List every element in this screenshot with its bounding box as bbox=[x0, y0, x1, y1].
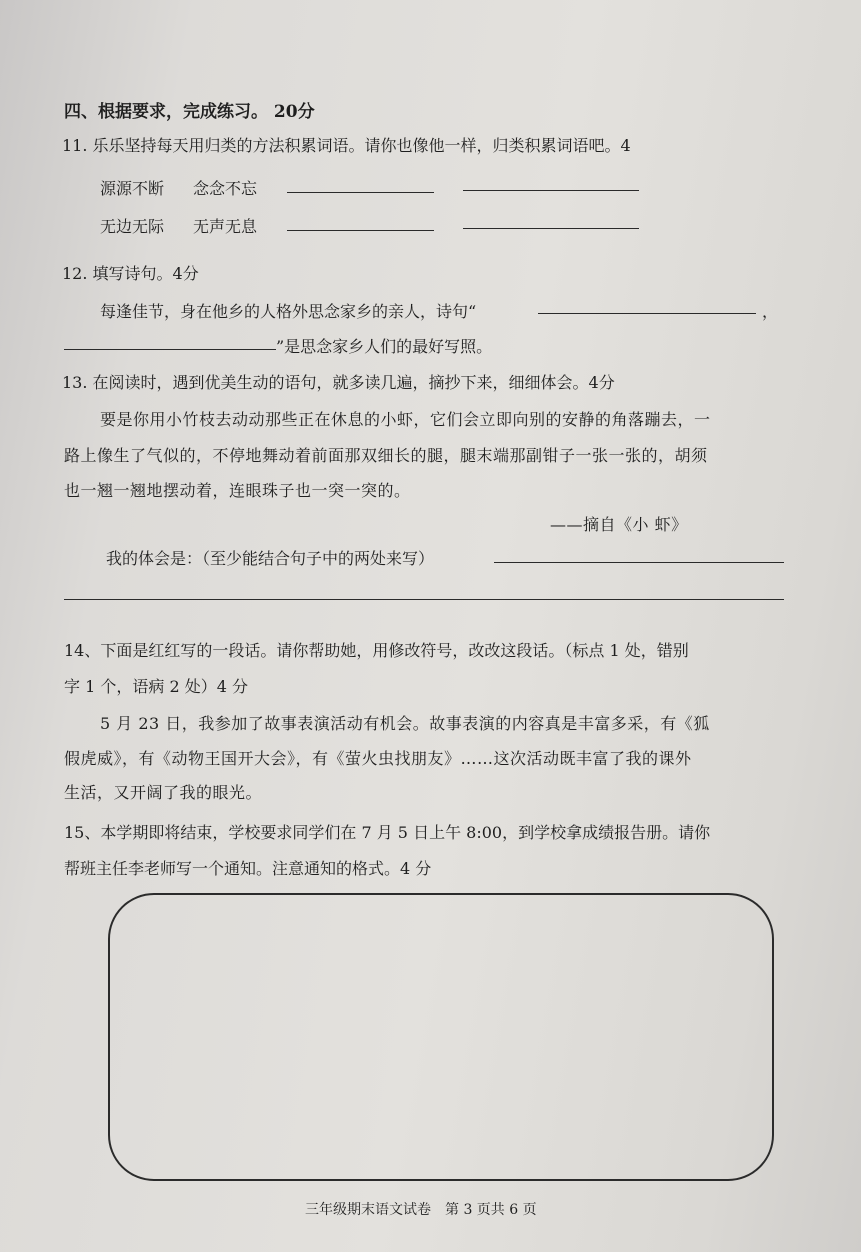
q14-prompt-line-1: 14、下面是红红写的一段话。请你帮助她，用修改符号，改改这段话。（标点 1 处，错别 bbox=[64, 641, 689, 660]
section-title: 四、根据要求，完成练习。 20分 bbox=[64, 102, 315, 122]
q11-blank-3[interactable] bbox=[287, 230, 434, 231]
q12-blank-1[interactable] bbox=[538, 313, 756, 314]
q15-prompt-line-1: 15、本学期即将结束，学校要求同学们在 7 月 5 日上午 8:00，到学校拿成绩报告册。请你 bbox=[64, 823, 711, 842]
q12-comma: ， bbox=[762, 302, 779, 321]
q11-word-1: 源源不断 bbox=[100, 179, 165, 198]
q13-prompt: 13. 在阅读时，遇到优美生动的语句，就多读几遍，摘抄下来，细细体会。4分 bbox=[62, 373, 615, 392]
q14-passage-line-1: 5 月 23 日，我参加了故事表演活动有机会。故事表演的内容真是丰富多采，有《狐 bbox=[100, 714, 710, 733]
q14-passage-line-3: 生活，又开阔了我的眼光。 bbox=[64, 783, 263, 802]
q13-response-label: 我的体会是：（至少能结合句子中的两处来写） bbox=[106, 549, 435, 568]
q11-word-3: 无边无际 bbox=[100, 217, 165, 236]
q15-prompt-line-2: 帮班主任李老师写一个通知。注意通知的格式。4 分 bbox=[64, 859, 432, 878]
q14-passage-line-2: 假虎威》，有《动物王国开大会》，有《萤火虫找朋友》……这次活动既丰富了我的课外 bbox=[64, 749, 692, 768]
q13-passage-line-2: 路上像生了气似的，不停地舞动着前面那双细长的腿，腿末端那副钳子一张一张的，胡须 bbox=[64, 446, 708, 465]
page-footer: 三年级期末语文试卷 第 3 页共 6 页 bbox=[305, 1202, 537, 1218]
q12-prompt: 12. 填写诗句。4分 bbox=[62, 264, 199, 283]
q11-prompt: 11. 乐乐坚持每天用归类的方法积累词语。请你也像他一样，归类积累词语吧。4 bbox=[62, 136, 631, 155]
notice-answer-box[interactable] bbox=[108, 893, 774, 1181]
q11-word-4: 无声无息 bbox=[193, 217, 258, 236]
q12-blank-2[interactable] bbox=[64, 349, 276, 350]
q11-blank-1[interactable] bbox=[287, 192, 434, 193]
q11-blank-4[interactable] bbox=[463, 228, 639, 229]
q12-line2-end: ”是思念家乡人们的最好写照。 bbox=[276, 337, 493, 356]
q13-passage-line-3: 也一翘一翘地摆动着，连眼珠子也一突一突的。 bbox=[64, 481, 411, 500]
q13-answer-line-2[interactable] bbox=[64, 599, 784, 600]
q11-blank-2[interactable] bbox=[463, 190, 639, 191]
q13-answer-line-1[interactable] bbox=[494, 562, 784, 563]
q13-passage-line-1: 要是你用小竹枝去动动那些正在休息的小虾，它们会立即向别的安静的角落蹦去，一 bbox=[100, 410, 711, 429]
q11-word-2: 念念不忘 bbox=[193, 179, 258, 198]
q14-prompt-line-2: 字 1 个，语病 2 处）4 分 bbox=[64, 677, 248, 696]
q12-line1: 每逢佳节，身在他乡的人格外思念家乡的亲人，诗句“ bbox=[100, 302, 477, 321]
q13-source: ——摘自《小 虾》 bbox=[550, 515, 688, 534]
